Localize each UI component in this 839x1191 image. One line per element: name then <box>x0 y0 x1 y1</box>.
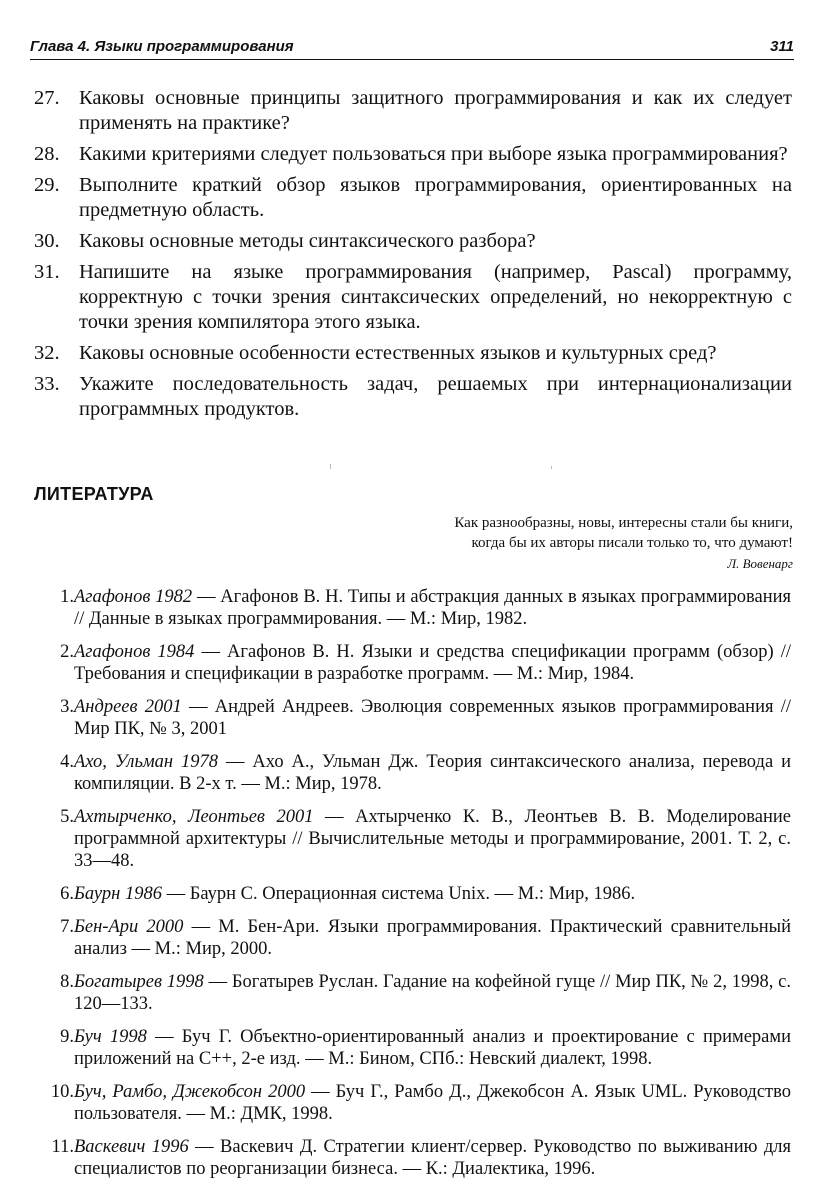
question-text: Укажите последовательность задач, решаемых при интернационализации программных продуктов. <box>79 373 792 420</box>
chapter-title: Глава 4. Языки программирования <box>30 38 294 55</box>
epigraph-author: Л. Вовенарг <box>727 556 793 571</box>
epigraph-line: когда бы их авторы писали только то, что думают! <box>471 534 793 551</box>
reference-key: Ахо, Ульман 1978 <box>74 752 219 772</box>
question-number: 31. <box>34 261 60 283</box>
scan-speck <box>330 464 331 469</box>
page-number: 311 <box>770 38 794 55</box>
reference-item <box>34 641 791 685</box>
reference-number: 1. <box>60 587 74 607</box>
question-number: 33. <box>34 373 60 395</box>
reference-text: — М. Бен-Ари. Языки программирования. Практический сравнительный анализ — М.: Мир, 2000. <box>74 917 792 959</box>
reference-text: — Баурн С. Операционная система Unix. — М.: Мир, 1986. <box>161 884 636 904</box>
scan-speck <box>551 466 552 469</box>
reference-text: — Богатырев Руслан. Гадание на кофейной гуще // Мир ПК, № 2, 1998, с. 120—133. <box>74 972 792 1014</box>
question-item <box>34 229 792 254</box>
reference-item <box>34 916 791 960</box>
question-text: Каковы основные особенности естественных языков и культурных сред? <box>79 342 717 364</box>
question-item <box>34 372 792 422</box>
reference-text: — Агафонов В. Н. Языки и средства спецификации программ (обзор) // Требования и спецификации в разработке программ. — М.: Мир, 1984. <box>74 642 791 684</box>
references-list <box>34 586 791 1191</box>
question-item <box>34 86 792 136</box>
reference-text: — Агафонов В. Н. Типы и абстракция данных в языках программирования // Данные в языках программирования. — М.: Мир, 1982. <box>74 587 792 629</box>
reference-item <box>34 1081 791 1125</box>
reference-number: 6. <box>60 884 74 904</box>
question-text: Каковы основные принципы защитного программирования и как их следует применять на практике? <box>79 87 792 134</box>
reference-item <box>34 586 791 630</box>
questions-list <box>34 86 792 428</box>
reference-text: — Буч Г. Объектно-ориентированный анализ и проектирование с примерами приложений на С++, 2-е изд. — М.: Бином, СПб.: Невский диалект, 1998. <box>74 1027 791 1069</box>
reference-key: Богатырев 1998 <box>74 972 204 992</box>
question-item <box>34 341 792 366</box>
question-text: Выполните краткий обзор языков программирования, ориентированных на предметную область. <box>79 174 792 221</box>
reference-text: — Ахтырченко К. В., Леонтьев В. В. Моделирование программной архитектуры // Вычислительные методы и программирование, 2001. Т. 2, с. 33—48. <box>74 807 792 871</box>
reference-number: 5. <box>60 807 74 827</box>
question-item <box>34 142 792 167</box>
reference-key: Агафонов 1984 <box>74 642 195 662</box>
question-number: 29. <box>34 174 60 196</box>
question-number: 32. <box>34 342 60 364</box>
reference-key: Буч, Рамбо, Джекобсон 2000 <box>74 1082 306 1102</box>
reference-number: 11. <box>51 1137 74 1157</box>
reference-text: — Буч Г., Рамбо Д., Джекобсон А. Язык UML. Руководство пользователя. — М.: ДМК, 1998. <box>74 1082 791 1124</box>
reference-number: 2. <box>60 642 74 662</box>
reference-item <box>34 806 791 872</box>
reference-item <box>34 883 791 905</box>
question-text: Напишите на языке программирования (например, Pascal) программу, корректную с точки зрения синтаксических определений, но некорректную с точки зрения компилятора этого языка. <box>79 261 792 333</box>
question-number: 28. <box>34 143 60 165</box>
epigraph <box>353 514 793 574</box>
reference-item <box>34 1026 791 1070</box>
reference-key: Баурн 1986 <box>74 884 162 904</box>
reference-text: — Васкевич Д. Стратегии клиент/сервер. Руководство по выживанию для специалистов по реорганизации бизнеса. — К.: Диалектика, 1996. <box>74 1137 792 1179</box>
question-number: 30. <box>34 230 60 252</box>
reference-number: 3. <box>60 697 74 717</box>
literature-heading: ЛИТЕРАТУРА <box>34 484 154 504</box>
reference-item <box>34 751 791 795</box>
question-text: Какими критериями следует пользоваться при выборе языка программирования? <box>79 143 788 165</box>
epigraph-line: Как разнообразны, новы, интересны стали бы книги, <box>454 515 793 531</box>
question-item <box>34 173 792 223</box>
question-text: Каковы основные методы синтаксического разбора? <box>79 230 536 252</box>
reference-key: Ахтырченко, Леонтьев 2001 <box>74 807 314 827</box>
reference-item <box>34 971 791 1015</box>
reference-key: Бен-Ари 2000 <box>74 917 184 937</box>
question-item <box>34 260 792 335</box>
reference-number: 8. <box>60 972 74 992</box>
reference-number: 4. <box>60 752 74 772</box>
reference-number: 9. <box>60 1027 74 1047</box>
reference-item <box>34 696 791 740</box>
running-header <box>30 38 794 60</box>
question-number: 27. <box>34 87 60 109</box>
reference-key: Агафонов 1982 <box>74 587 193 607</box>
reference-text: — Андрей Андреев. Эволюция современных языков программирования // Мир ПК, № 3, 2001 <box>74 697 791 739</box>
reference-text: — Ахо А., Ульман Дж. Теория синтаксического анализа, перевода и компиляции. В 2-х т. — М.: Мир, 1978. <box>74 752 791 794</box>
reference-number: 10. <box>50 1082 74 1102</box>
reference-item <box>34 1136 791 1180</box>
reference-key: Буч 1998 <box>74 1027 147 1047</box>
reference-key: Васкевич 1996 <box>74 1137 189 1157</box>
reference-key: Андреев 2001 <box>74 697 182 717</box>
reference-number: 7. <box>60 917 74 937</box>
